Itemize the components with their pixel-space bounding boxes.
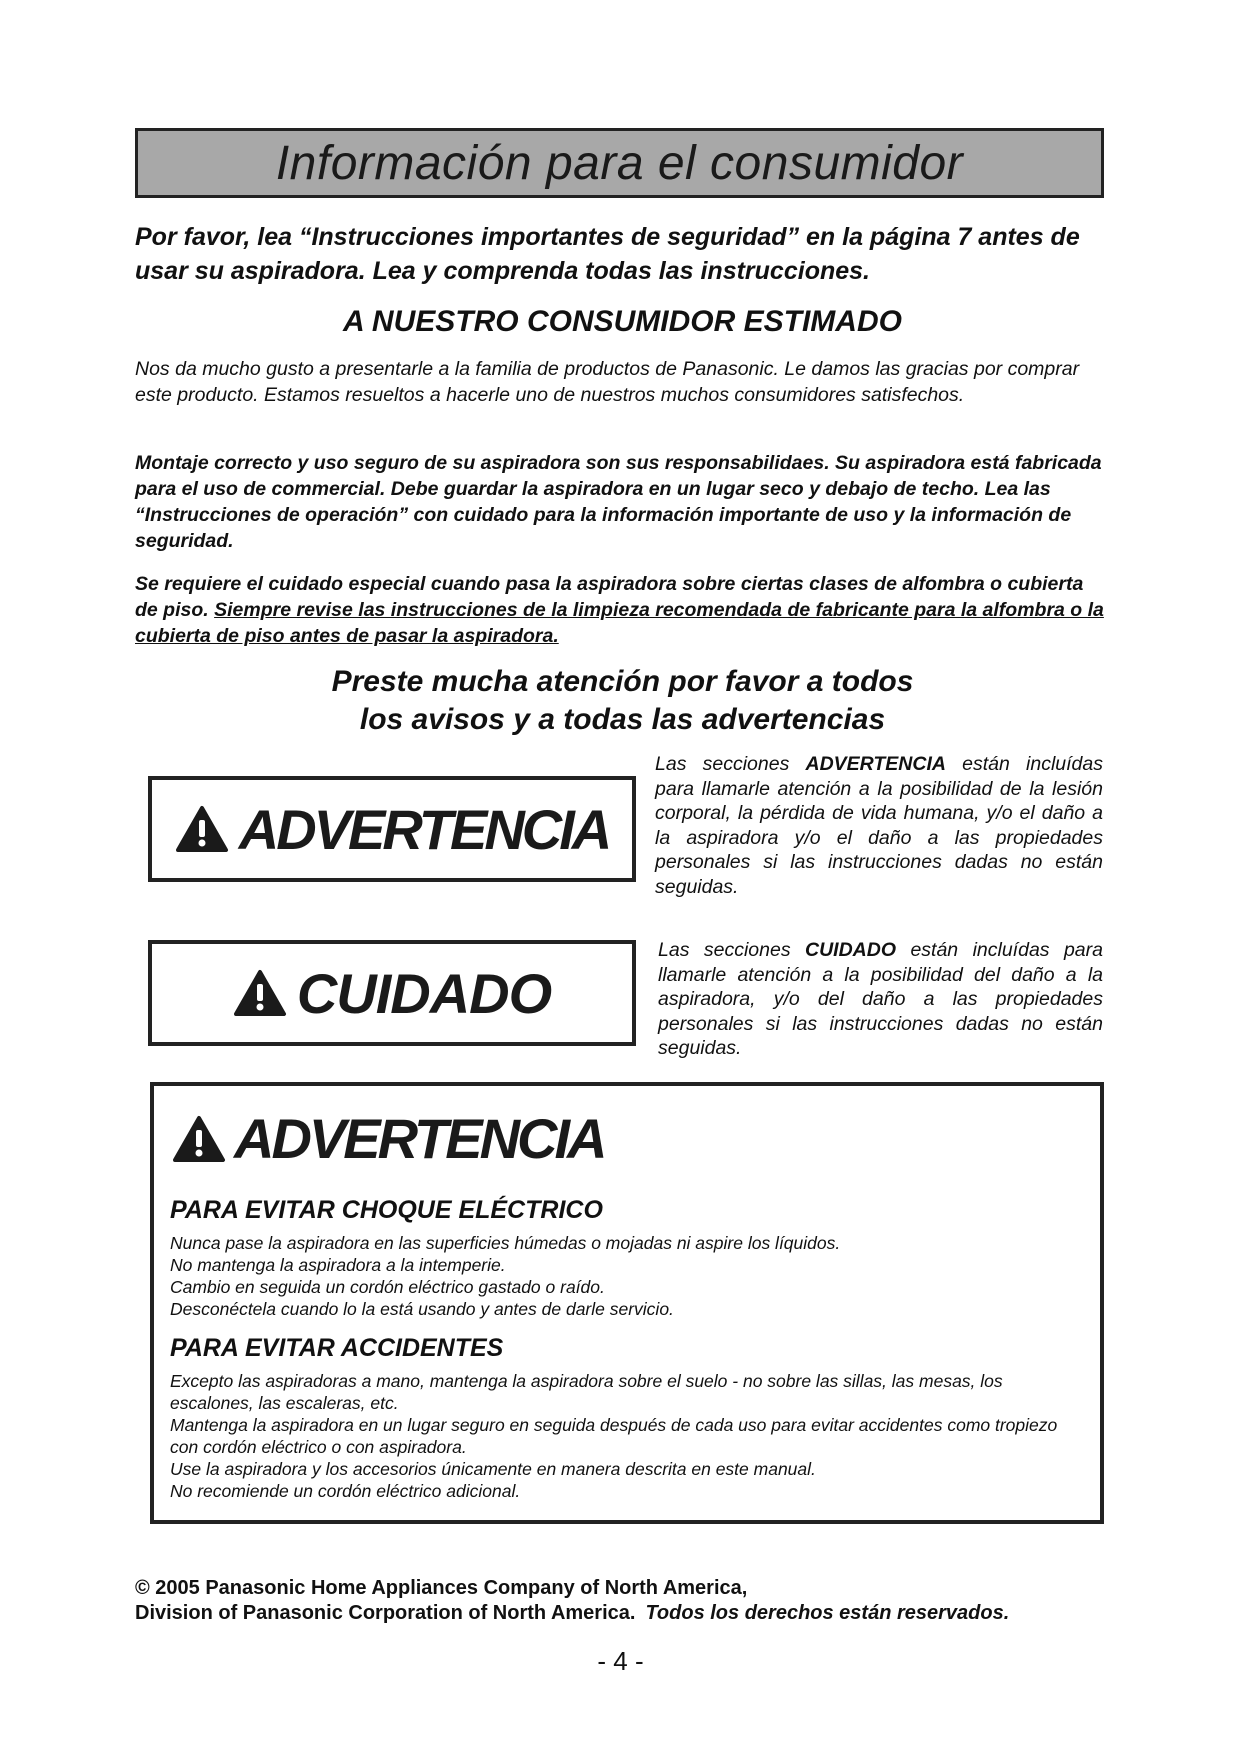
list-item: Excepto las aspiradoras a mano, mantenga la aspiradora sobre el suelo - no sobre las sillas, las mesas, los escalones, las escaleras, etc. bbox=[170, 1371, 1003, 1413]
accidents-heading: PARA EVITAR ACCIDENTES bbox=[170, 1334, 504, 1362]
footer-division bbox=[135, 1601, 1135, 1626]
list-item: Cambio en seguida un cordón eléctrico gastado o raído. bbox=[170, 1277, 605, 1297]
cuidado-sign-label: CUIDADO bbox=[296, 961, 552, 1025]
list-item: No mantenga la aspiradora a la intemperie. bbox=[170, 1255, 506, 1275]
dear-customer-paragraph-1: Nos da mucho gusto a presentarle a la familia de productos de Panasonic. Le damos las gracias por comprar este producto. Estamos resueltos a hacerle uno de nuestros muchos consumidores satisfechos. bbox=[135, 358, 1080, 406]
attention-line-1: Preste mucha atención por favor a todos bbox=[331, 665, 914, 698]
warning-box-sign bbox=[172, 1106, 604, 1171]
advertencia-description bbox=[655, 752, 1103, 899]
cuidado-description bbox=[658, 938, 1103, 1061]
warning-triangle-icon bbox=[172, 1115, 226, 1163]
page-title: Información para el consumidor bbox=[275, 136, 964, 190]
intro-text: Por favor, lea “Instrucciones importantes de seguridad” en la página 7 antes de usar su aspiradora. Lea y comprenda todas las instrucciones. bbox=[135, 223, 1080, 285]
accidents-list bbox=[170, 1370, 1070, 1502]
dear-customer-paragraph-3 bbox=[135, 571, 1110, 649]
list-item: Nunca pase la aspiradora en las superficies húmedas o mojadas ni aspire los líquidos. bbox=[170, 1233, 841, 1253]
footer bbox=[135, 1576, 1135, 1626]
cuidado-desc-keyword: CUIDADO bbox=[805, 939, 897, 961]
list-item: Desconéctela cuando lo la está usando y antes de darle servicio. bbox=[170, 1299, 674, 1319]
advertencia-sign-label: ADVERTENCIA bbox=[238, 797, 610, 861]
page-number: - 4 - bbox=[597, 1646, 644, 1676]
cuidado-desc-rest: están incluídas para llamarle atención a la posibilidad del daño a la aspiradora, y/o del daño a las propiedades personales si las instrucciones dadas no están seguidas. bbox=[658, 939, 1103, 1059]
dear-customer-paragraph-2: Montaje correcto y uso seguro de su aspiradora son sus responsabilidaes. Su aspiradora está fabricada para el uso de commercial. Debe guardar la aspiradora en un lugar seco y debajo de techo. Lea las “Instrucciones de operación” con cuidado para la información importante de uso y la información de seguridad. bbox=[135, 452, 1102, 552]
advertencia-desc-prefix: Las secciones bbox=[655, 753, 806, 775]
warning-box bbox=[150, 1082, 1104, 1524]
dear-customer-heading: A NUESTRO CONSUMIDOR ESTIMADO bbox=[343, 305, 902, 338]
warning-triangle-icon bbox=[233, 969, 287, 1017]
advertencia-desc-keyword: ADVERTENCIA bbox=[805, 753, 946, 775]
electric-shock-heading: PARA EVITAR CHOQUE ELÉCTRICO bbox=[170, 1196, 603, 1224]
list-item: Mantenga la aspiradora en un lugar seguro en seguida después de cada uso para evitar accidentes como tropiezo con cordón eléctrico o con aspiradora. bbox=[170, 1415, 1058, 1457]
list-item: No recomiende un cordón eléctrico adicional. bbox=[170, 1481, 521, 1501]
attention-heading bbox=[135, 663, 1110, 739]
paragraph-3-plain: Se requiere el cuidado especial cuando pasa la aspiradora sobre ciertas clases de alfombra o cubierta de piso. bbox=[135, 573, 1084, 621]
warning-box-label: ADVERTENCIA bbox=[234, 1107, 605, 1170]
list-item: Use la aspiradora y los accesorios únicamente en manera descrita en este manual. bbox=[170, 1459, 816, 1479]
electric-shock-list bbox=[170, 1232, 1070, 1320]
advertencia-desc-rest: están incluídas para llamarle atención a la posibilidad de la lesión corporal, la pérdida de vida humana, y/o el daño a la aspiradora y/o el daño a las propiedades personales si las instrucciones dadas no están seguidas. bbox=[655, 753, 1103, 898]
footer-copyright: © 2005 Panasonic Home Appliances Company of North America, bbox=[135, 1577, 748, 1599]
attention-line-2: los avisos y a todas las advertencias bbox=[359, 703, 886, 736]
footer-rights: Todos los derechos están reservados. bbox=[645, 1602, 1010, 1624]
warning-triangle-icon bbox=[175, 805, 229, 853]
cuidado-desc-prefix: Las secciones bbox=[658, 939, 806, 961]
paragraph-3-underlined: Siempre revise las instrucciones de la limpieza recomendada de fabricante para la alfombra o la cubierta de piso antes de pasar la aspiradora. bbox=[135, 599, 1104, 647]
advertencia-sign bbox=[148, 776, 636, 882]
cuidado-sign bbox=[148, 940, 636, 1046]
page-title-banner bbox=[135, 128, 1104, 198]
footer-division-text: Division of Panasonic Corporation of North America. bbox=[135, 1602, 636, 1624]
